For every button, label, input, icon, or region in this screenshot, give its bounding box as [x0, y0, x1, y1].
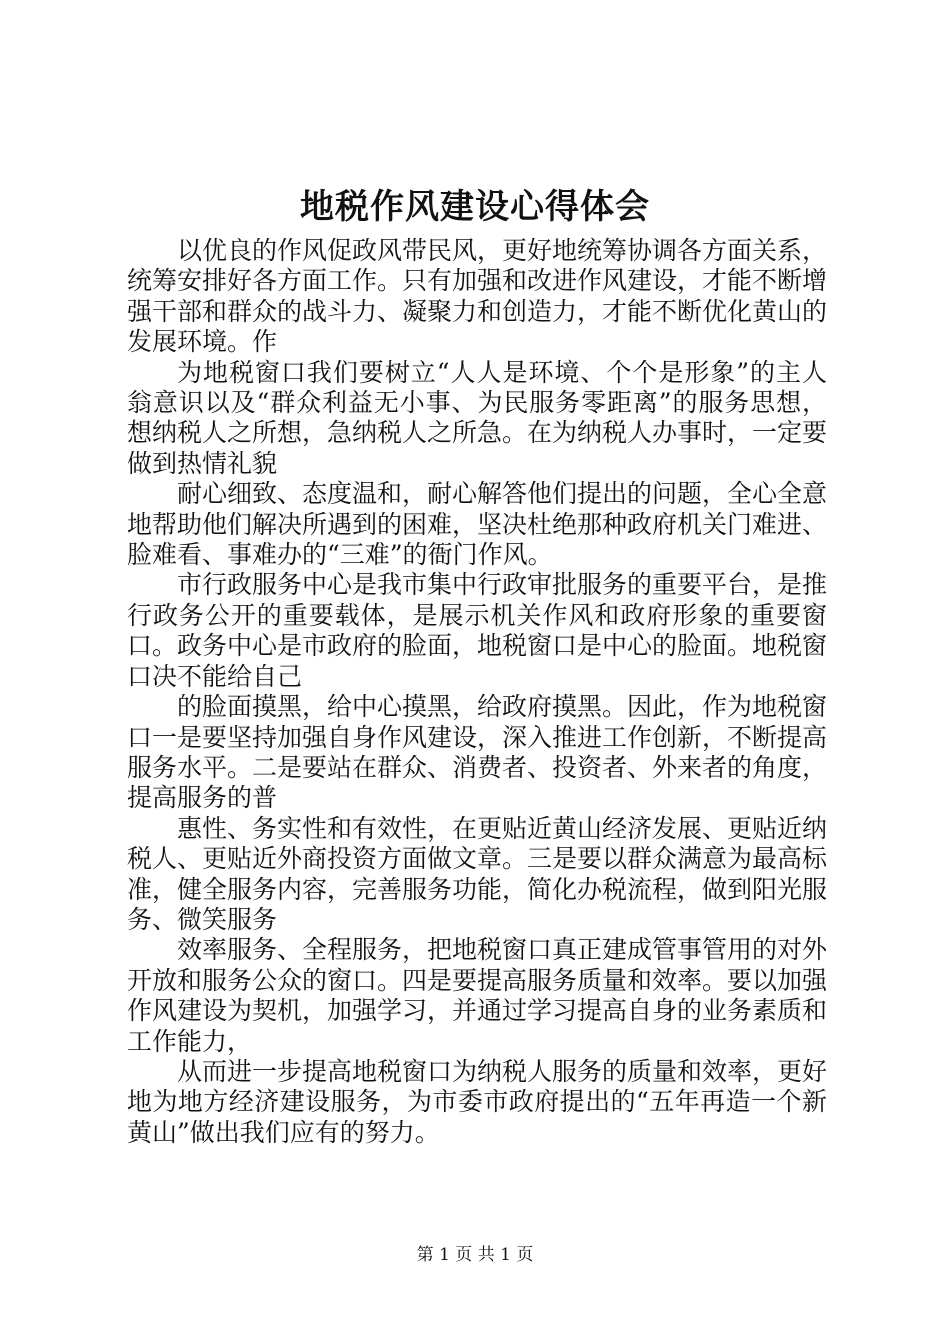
paragraph: 以优良的作风促政风带民风，更好地统筹协调各方面关系，统筹安排好各方面工作。只有加强和改进作风建设，才能不断增强干部和群众的战斗力、凝聚力和创造力，才能不断优化黄山的发展环境。作: [127, 236, 828, 357]
paragraph: 惠性、务实性和有效性，在更贴近黄山经济发展、更贴近纳税人、更贴近外商投资方面做文章。三是要以群众满意为最高标准，健全服务内容，完善服务功能，简化办税流程，做到阳光服务、微笑服务: [127, 813, 828, 934]
paragraph: 从而进一步提高地税窗口为纳税人服务的质量和效率，更好地为地方经济建设服务，为市委市政府提出的“五年再造一个新黄山”做出我们应有的努力。: [127, 1056, 828, 1147]
document-body: [127, 236, 827, 1148]
document-title: 地税作风建设心得体会: [300, 187, 650, 227]
paragraph: 市行政服务中心是我市集中行政审批服务的重要平台，是推行政务公开的重要载体，是展示机关作风和政府形象的重要窗口。政务中心是市政府的脸面，地税窗口是中心的脸面。地税窗口决不能给自己: [127, 570, 828, 691]
paragraph: 效率服务、全程服务，把地税窗口真正建成管事管用的对外开放和服务公众的窗口。四是要提高服务质量和效率。要以加强作风建设为契机，加强学习，并通过学习提高自身的业务素质和工作能力，: [127, 935, 828, 1056]
paragraph: 的脸面摸黑，给中心摸黑，给政府摸黑。因此，作为地税窗口一是要坚持加强自身作风建设，深入推进工作创新，不断提高服务水平。二是要站在群众、消费者、投资者、外来者的角度，提高服务的普: [127, 692, 828, 813]
paragraph: 耐心细致、态度温和，耐心解答他们提出的问题，全心全意地帮助他们解决所遇到的困难，坚决杜绝那种政府机关门难进、脸难看、事难办的“三难”的衙门作风。: [127, 479, 828, 570]
paragraph: 为地税窗口我们要树立“人人是环境、个个是形象”的主人翁意识以及“群众利益无小事、为民服务零距离”的服务思想，想纳税人之所想，急纳税人之所急。在为纳税人办事时，一定要做到热情礼貌: [127, 357, 828, 478]
page-footer: 第 1 页 共 1 页: [416, 1245, 534, 1265]
